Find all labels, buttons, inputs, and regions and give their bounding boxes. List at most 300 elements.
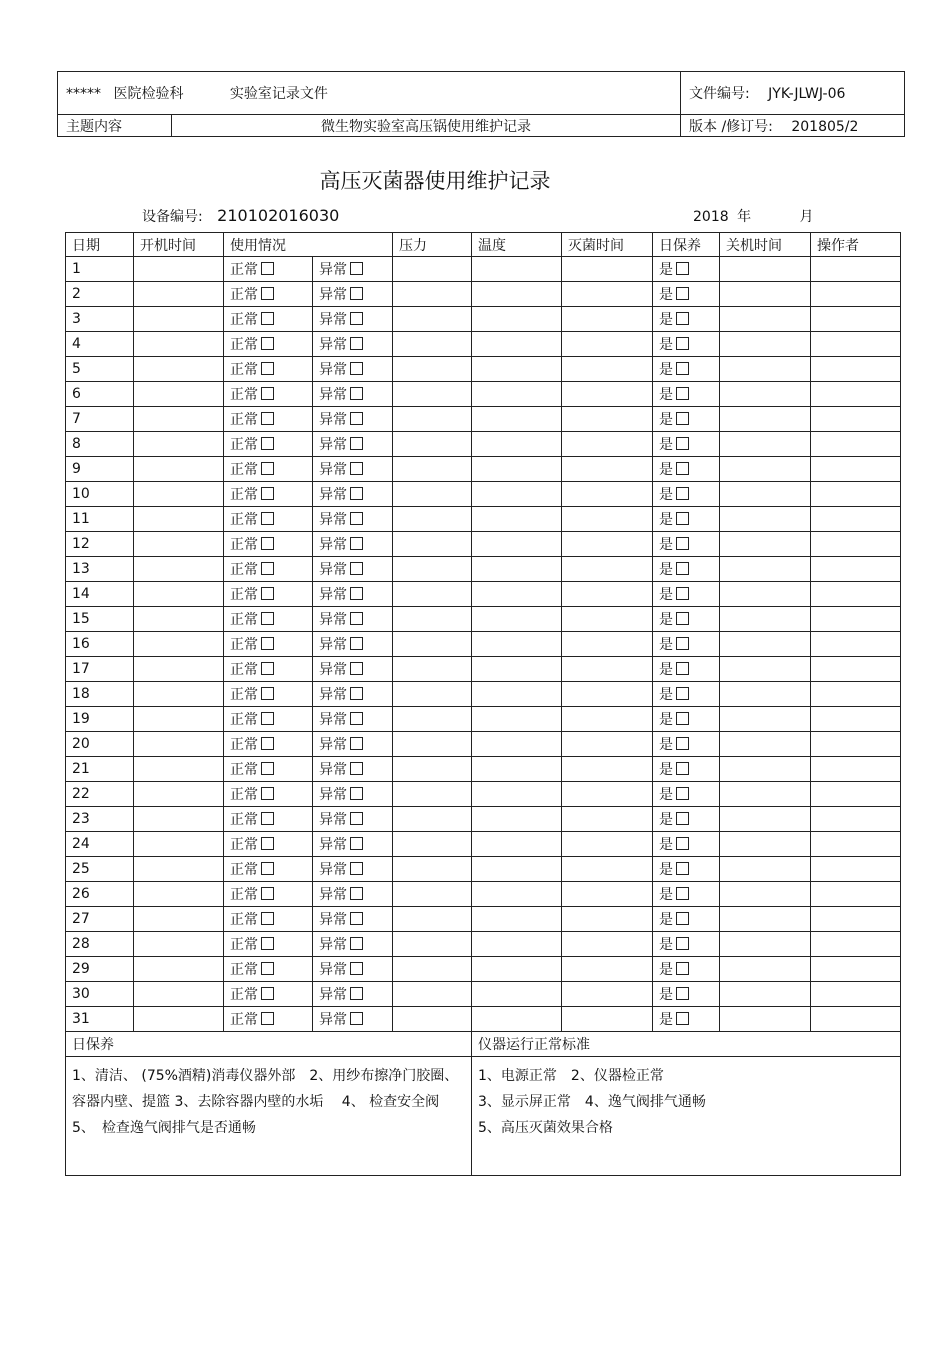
sterilize-time-cell[interactable] — [562, 282, 653, 307]
checkbox-icon[interactable] — [350, 812, 363, 825]
abnormal-option[interactable] — [313, 532, 393, 557]
end-time-cell[interactable] — [720, 1007, 811, 1032]
pressure-cell[interactable] — [393, 857, 472, 882]
checkbox-icon[interactable] — [676, 362, 689, 375]
checkbox-icon[interactable] — [350, 612, 363, 625]
temperature-cell[interactable] — [472, 532, 562, 557]
end-time-cell[interactable] — [720, 982, 811, 1007]
pressure-cell[interactable] — [393, 707, 472, 732]
checkbox-icon[interactable] — [350, 512, 363, 525]
checkbox-icon[interactable] — [350, 887, 363, 900]
checkbox-icon[interactable] — [261, 487, 274, 500]
checkbox-icon[interactable] — [350, 937, 363, 950]
end-time-cell[interactable] — [720, 607, 811, 632]
end-time-cell[interactable] — [720, 832, 811, 857]
daily-maintenance-option[interactable] — [653, 907, 720, 932]
start-time-cell[interactable] — [134, 357, 224, 382]
operator-cell[interactable] — [811, 932, 901, 957]
checkbox-icon[interactable] — [350, 562, 363, 575]
operator-cell[interactable] — [811, 832, 901, 857]
normal-option[interactable] — [224, 357, 313, 382]
checkbox-icon[interactable] — [676, 1012, 689, 1025]
start-time-cell[interactable] — [134, 607, 224, 632]
checkbox-icon[interactable] — [350, 1012, 363, 1025]
checkbox-icon[interactable] — [261, 987, 274, 1000]
sterilize-time-cell[interactable] — [562, 932, 653, 957]
checkbox-icon[interactable] — [261, 362, 274, 375]
checkbox-icon[interactable] — [676, 562, 689, 575]
abnormal-option[interactable] — [313, 982, 393, 1007]
checkbox-icon[interactable] — [261, 287, 274, 300]
normal-option[interactable] — [224, 382, 313, 407]
pressure-cell[interactable] — [393, 907, 472, 932]
checkbox-icon[interactable] — [261, 412, 274, 425]
checkbox-icon[interactable] — [350, 462, 363, 475]
start-time-cell[interactable] — [134, 882, 224, 907]
end-time-cell[interactable] — [720, 857, 811, 882]
pressure-cell[interactable] — [393, 607, 472, 632]
checkbox-icon[interactable] — [676, 812, 689, 825]
daily-maintenance-option[interactable] — [653, 932, 720, 957]
pressure-cell[interactable] — [393, 332, 472, 357]
checkbox-icon[interactable] — [350, 412, 363, 425]
operator-cell[interactable] — [811, 407, 901, 432]
checkbox-icon[interactable] — [676, 512, 689, 525]
checkbox-icon[interactable] — [261, 612, 274, 625]
checkbox-icon[interactable] — [676, 262, 689, 275]
daily-maintenance-option[interactable] — [653, 457, 720, 482]
pressure-cell[interactable] — [393, 882, 472, 907]
operator-cell[interactable] — [811, 1007, 901, 1032]
end-time-cell[interactable] — [720, 632, 811, 657]
sterilize-time-cell[interactable] — [562, 907, 653, 932]
sterilize-time-cell[interactable] — [562, 482, 653, 507]
checkbox-icon[interactable] — [676, 687, 689, 700]
checkbox-icon[interactable] — [676, 612, 689, 625]
checkbox-icon[interactable] — [676, 987, 689, 1000]
end-time-cell[interactable] — [720, 382, 811, 407]
checkbox-icon[interactable] — [676, 587, 689, 600]
checkbox-icon[interactable] — [676, 762, 689, 775]
checkbox-icon[interactable] — [676, 837, 689, 850]
checkbox-icon[interactable] — [261, 937, 274, 950]
normal-option[interactable] — [224, 282, 313, 307]
checkbox-icon[interactable] — [350, 987, 363, 1000]
checkbox-icon[interactable] — [350, 737, 363, 750]
end-time-cell[interactable] — [720, 257, 811, 282]
end-time-cell[interactable] — [720, 307, 811, 332]
normal-option[interactable] — [224, 457, 313, 482]
daily-maintenance-option[interactable] — [653, 732, 720, 757]
checkbox-icon[interactable] — [261, 837, 274, 850]
sterilize-time-cell[interactable] — [562, 457, 653, 482]
start-time-cell[interactable] — [134, 307, 224, 332]
checkbox-icon[interactable] — [261, 312, 274, 325]
start-time-cell[interactable] — [134, 807, 224, 832]
abnormal-option[interactable] — [313, 307, 393, 332]
checkbox-icon[interactable] — [350, 312, 363, 325]
daily-maintenance-option[interactable] — [653, 257, 720, 282]
temperature-cell[interactable] — [472, 457, 562, 482]
operator-cell[interactable] — [811, 732, 901, 757]
temperature-cell[interactable] — [472, 382, 562, 407]
pressure-cell[interactable] — [393, 932, 472, 957]
abnormal-option[interactable] — [313, 882, 393, 907]
temperature-cell[interactable] — [472, 407, 562, 432]
daily-maintenance-option[interactable] — [653, 757, 720, 782]
pressure-cell[interactable] — [393, 782, 472, 807]
operator-cell[interactable] — [811, 307, 901, 332]
normal-option[interactable] — [224, 932, 313, 957]
normal-option[interactable] — [224, 1007, 313, 1032]
pressure-cell[interactable] — [393, 257, 472, 282]
temperature-cell[interactable] — [472, 757, 562, 782]
checkbox-icon[interactable] — [350, 762, 363, 775]
daily-maintenance-option[interactable] — [653, 282, 720, 307]
checkbox-icon[interactable] — [676, 887, 689, 900]
checkbox-icon[interactable] — [350, 337, 363, 350]
sterilize-time-cell[interactable] — [562, 607, 653, 632]
normal-option[interactable] — [224, 882, 313, 907]
start-time-cell[interactable] — [134, 282, 224, 307]
checkbox-icon[interactable] — [676, 712, 689, 725]
temperature-cell[interactable] — [472, 632, 562, 657]
operator-cell[interactable] — [811, 332, 901, 357]
temperature-cell[interactable] — [472, 982, 562, 1007]
normal-option[interactable] — [224, 982, 313, 1007]
checkbox-icon[interactable] — [676, 637, 689, 650]
end-time-cell[interactable] — [720, 657, 811, 682]
temperature-cell[interactable] — [472, 1007, 562, 1032]
operator-cell[interactable] — [811, 457, 901, 482]
sterilize-time-cell[interactable] — [562, 582, 653, 607]
daily-maintenance-option[interactable] — [653, 632, 720, 657]
operator-cell[interactable] — [811, 857, 901, 882]
pressure-cell[interactable] — [393, 582, 472, 607]
checkbox-icon[interactable] — [261, 387, 274, 400]
operator-cell[interactable] — [811, 882, 901, 907]
start-time-cell[interactable] — [134, 707, 224, 732]
normal-option[interactable] — [224, 832, 313, 857]
normal-option[interactable] — [224, 657, 313, 682]
temperature-cell[interactable] — [472, 607, 562, 632]
temperature-cell[interactable] — [472, 857, 562, 882]
normal-option[interactable] — [224, 607, 313, 632]
sterilize-time-cell[interactable] — [562, 307, 653, 332]
end-time-cell[interactable] — [720, 782, 811, 807]
start-time-cell[interactable] — [134, 657, 224, 682]
normal-option[interactable] — [224, 807, 313, 832]
sterilize-time-cell[interactable] — [562, 757, 653, 782]
normal-option[interactable] — [224, 782, 313, 807]
checkbox-icon[interactable] — [350, 662, 363, 675]
operator-cell[interactable] — [811, 557, 901, 582]
checkbox-icon[interactable] — [261, 637, 274, 650]
checkbox-icon[interactable] — [261, 812, 274, 825]
checkbox-icon[interactable] — [350, 862, 363, 875]
daily-maintenance-option[interactable] — [653, 582, 720, 607]
checkbox-icon[interactable] — [261, 737, 274, 750]
pressure-cell[interactable] — [393, 632, 472, 657]
checkbox-icon[interactable] — [350, 837, 363, 850]
abnormal-option[interactable] — [313, 457, 393, 482]
start-time-cell[interactable] — [134, 757, 224, 782]
sterilize-time-cell[interactable] — [562, 832, 653, 857]
pressure-cell[interactable] — [393, 982, 472, 1007]
checkbox-icon[interactable] — [676, 437, 689, 450]
start-time-cell[interactable] — [134, 632, 224, 657]
start-time-cell[interactable] — [134, 782, 224, 807]
pressure-cell[interactable] — [393, 532, 472, 557]
checkbox-icon[interactable] — [350, 687, 363, 700]
end-time-cell[interactable] — [720, 557, 811, 582]
pressure-cell[interactable] — [393, 832, 472, 857]
checkbox-icon[interactable] — [350, 787, 363, 800]
abnormal-option[interactable] — [313, 807, 393, 832]
pressure-cell[interactable] — [393, 282, 472, 307]
operator-cell[interactable] — [811, 707, 901, 732]
temperature-cell[interactable] — [472, 507, 562, 532]
start-time-cell[interactable] — [134, 832, 224, 857]
sterilize-time-cell[interactable] — [562, 857, 653, 882]
end-time-cell[interactable] — [720, 882, 811, 907]
normal-option[interactable] — [224, 757, 313, 782]
checkbox-icon[interactable] — [676, 787, 689, 800]
sterilize-time-cell[interactable] — [562, 407, 653, 432]
start-time-cell[interactable] — [134, 732, 224, 757]
abnormal-option[interactable] — [313, 557, 393, 582]
temperature-cell[interactable] — [472, 807, 562, 832]
pressure-cell[interactable] — [393, 482, 472, 507]
checkbox-icon[interactable] — [261, 537, 274, 550]
checkbox-icon[interactable] — [261, 687, 274, 700]
temperature-cell[interactable] — [472, 657, 562, 682]
temperature-cell[interactable] — [472, 557, 562, 582]
checkbox-icon[interactable] — [676, 387, 689, 400]
pressure-cell[interactable] — [393, 957, 472, 982]
checkbox-icon[interactable] — [261, 512, 274, 525]
daily-maintenance-option[interactable] — [653, 807, 720, 832]
operator-cell[interactable] — [811, 607, 901, 632]
sterilize-time-cell[interactable] — [562, 357, 653, 382]
temperature-cell[interactable] — [472, 957, 562, 982]
end-time-cell[interactable] — [720, 457, 811, 482]
pressure-cell[interactable] — [393, 382, 472, 407]
abnormal-option[interactable] — [313, 432, 393, 457]
operator-cell[interactable] — [811, 357, 901, 382]
sterilize-time-cell[interactable] — [562, 1007, 653, 1032]
abnormal-option[interactable] — [313, 957, 393, 982]
sterilize-time-cell[interactable] — [562, 957, 653, 982]
end-time-cell[interactable] — [720, 757, 811, 782]
checkbox-icon[interactable] — [261, 1012, 274, 1025]
operator-cell[interactable] — [811, 582, 901, 607]
pressure-cell[interactable] — [393, 732, 472, 757]
abnormal-option[interactable] — [313, 782, 393, 807]
temperature-cell[interactable] — [472, 432, 562, 457]
normal-option[interactable] — [224, 957, 313, 982]
checkbox-icon[interactable] — [350, 487, 363, 500]
operator-cell[interactable] — [811, 807, 901, 832]
sterilize-time-cell[interactable] — [562, 632, 653, 657]
daily-maintenance-option[interactable] — [653, 957, 720, 982]
normal-option[interactable] — [224, 407, 313, 432]
start-time-cell[interactable] — [134, 482, 224, 507]
sterilize-time-cell[interactable] — [562, 882, 653, 907]
pressure-cell[interactable] — [393, 757, 472, 782]
normal-option[interactable] — [224, 632, 313, 657]
normal-option[interactable] — [224, 332, 313, 357]
checkbox-icon[interactable] — [676, 487, 689, 500]
pressure-cell[interactable] — [393, 357, 472, 382]
sterilize-time-cell[interactable] — [562, 332, 653, 357]
end-time-cell[interactable] — [720, 357, 811, 382]
sterilize-time-cell[interactable] — [562, 532, 653, 557]
abnormal-option[interactable] — [313, 632, 393, 657]
checkbox-icon[interactable] — [261, 437, 274, 450]
operator-cell[interactable] — [811, 907, 901, 932]
operator-cell[interactable] — [811, 482, 901, 507]
abnormal-option[interactable] — [313, 832, 393, 857]
daily-maintenance-option[interactable] — [653, 557, 720, 582]
operator-cell[interactable] — [811, 507, 901, 532]
daily-maintenance-option[interactable] — [653, 682, 720, 707]
daily-maintenance-option[interactable] — [653, 357, 720, 382]
operator-cell[interactable] — [811, 382, 901, 407]
end-time-cell[interactable] — [720, 907, 811, 932]
operator-cell[interactable] — [811, 682, 901, 707]
start-time-cell[interactable] — [134, 557, 224, 582]
temperature-cell[interactable] — [472, 932, 562, 957]
daily-maintenance-option[interactable] — [653, 507, 720, 532]
checkbox-icon[interactable] — [261, 712, 274, 725]
normal-option[interactable] — [224, 432, 313, 457]
normal-option[interactable] — [224, 257, 313, 282]
start-time-cell[interactable] — [134, 907, 224, 932]
daily-maintenance-option[interactable] — [653, 882, 720, 907]
end-time-cell[interactable] — [720, 707, 811, 732]
temperature-cell[interactable] — [472, 482, 562, 507]
start-time-cell[interactable] — [134, 932, 224, 957]
daily-maintenance-option[interactable] — [653, 657, 720, 682]
sterilize-time-cell[interactable] — [562, 732, 653, 757]
abnormal-option[interactable] — [313, 907, 393, 932]
end-time-cell[interactable] — [720, 282, 811, 307]
temperature-cell[interactable] — [472, 682, 562, 707]
operator-cell[interactable] — [811, 432, 901, 457]
checkbox-icon[interactable] — [676, 737, 689, 750]
checkbox-icon[interactable] — [261, 262, 274, 275]
start-time-cell[interactable] — [134, 532, 224, 557]
pressure-cell[interactable] — [393, 307, 472, 332]
checkbox-icon[interactable] — [676, 312, 689, 325]
temperature-cell[interactable] — [472, 357, 562, 382]
abnormal-option[interactable] — [313, 507, 393, 532]
start-time-cell[interactable] — [134, 1007, 224, 1032]
temperature-cell[interactable] — [472, 332, 562, 357]
checkbox-icon[interactable] — [350, 287, 363, 300]
temperature-cell[interactable] — [472, 782, 562, 807]
temperature-cell[interactable] — [472, 707, 562, 732]
checkbox-icon[interactable] — [676, 537, 689, 550]
temperature-cell[interactable] — [472, 307, 562, 332]
start-time-cell[interactable] — [134, 432, 224, 457]
daily-maintenance-option[interactable] — [653, 407, 720, 432]
normal-option[interactable] — [224, 907, 313, 932]
sterilize-time-cell[interactable] — [562, 782, 653, 807]
end-time-cell[interactable] — [720, 332, 811, 357]
daily-maintenance-option[interactable] — [653, 332, 720, 357]
checkbox-icon[interactable] — [261, 762, 274, 775]
sterilize-time-cell[interactable] — [562, 682, 653, 707]
checkbox-icon[interactable] — [350, 712, 363, 725]
normal-option[interactable] — [224, 582, 313, 607]
normal-option[interactable] — [224, 557, 313, 582]
sterilize-time-cell[interactable] — [562, 257, 653, 282]
start-time-cell[interactable] — [134, 682, 224, 707]
abnormal-option[interactable] — [313, 732, 393, 757]
start-time-cell[interactable] — [134, 382, 224, 407]
end-time-cell[interactable] — [720, 407, 811, 432]
start-time-cell[interactable] — [134, 332, 224, 357]
daily-maintenance-option[interactable] — [653, 532, 720, 557]
checkbox-icon[interactable] — [676, 862, 689, 875]
checkbox-icon[interactable] — [676, 412, 689, 425]
abnormal-option[interactable] — [313, 682, 393, 707]
temperature-cell[interactable] — [472, 907, 562, 932]
operator-cell[interactable] — [811, 782, 901, 807]
daily-maintenance-option[interactable] — [653, 782, 720, 807]
abnormal-option[interactable] — [313, 607, 393, 632]
checkbox-icon[interactable] — [350, 587, 363, 600]
normal-option[interactable] — [224, 857, 313, 882]
normal-option[interactable] — [224, 707, 313, 732]
abnormal-option[interactable] — [313, 382, 393, 407]
start-time-cell[interactable] — [134, 257, 224, 282]
temperature-cell[interactable] — [472, 282, 562, 307]
pressure-cell[interactable] — [393, 557, 472, 582]
checkbox-icon[interactable] — [261, 787, 274, 800]
sterilize-time-cell[interactable] — [562, 557, 653, 582]
operator-cell[interactable] — [811, 957, 901, 982]
operator-cell[interactable] — [811, 632, 901, 657]
abnormal-option[interactable] — [313, 357, 393, 382]
checkbox-icon[interactable] — [676, 962, 689, 975]
end-time-cell[interactable] — [720, 807, 811, 832]
checkbox-icon[interactable] — [261, 337, 274, 350]
operator-cell[interactable] — [811, 757, 901, 782]
sterilize-time-cell[interactable] — [562, 657, 653, 682]
checkbox-icon[interactable] — [261, 562, 274, 575]
abnormal-option[interactable] — [313, 932, 393, 957]
checkbox-icon[interactable] — [350, 912, 363, 925]
checkbox-icon[interactable] — [676, 937, 689, 950]
start-time-cell[interactable] — [134, 457, 224, 482]
pressure-cell[interactable] — [393, 682, 472, 707]
abnormal-option[interactable] — [313, 332, 393, 357]
abnormal-option[interactable] — [313, 1007, 393, 1032]
start-time-cell[interactable] — [134, 957, 224, 982]
pressure-cell[interactable] — [393, 807, 472, 832]
temperature-cell[interactable] — [472, 832, 562, 857]
start-time-cell[interactable] — [134, 507, 224, 532]
daily-maintenance-option[interactable] — [653, 482, 720, 507]
normal-option[interactable] — [224, 507, 313, 532]
temperature-cell[interactable] — [472, 882, 562, 907]
daily-maintenance-option[interactable] — [653, 707, 720, 732]
checkbox-icon[interactable] — [350, 537, 363, 550]
daily-maintenance-option[interactable] — [653, 832, 720, 857]
